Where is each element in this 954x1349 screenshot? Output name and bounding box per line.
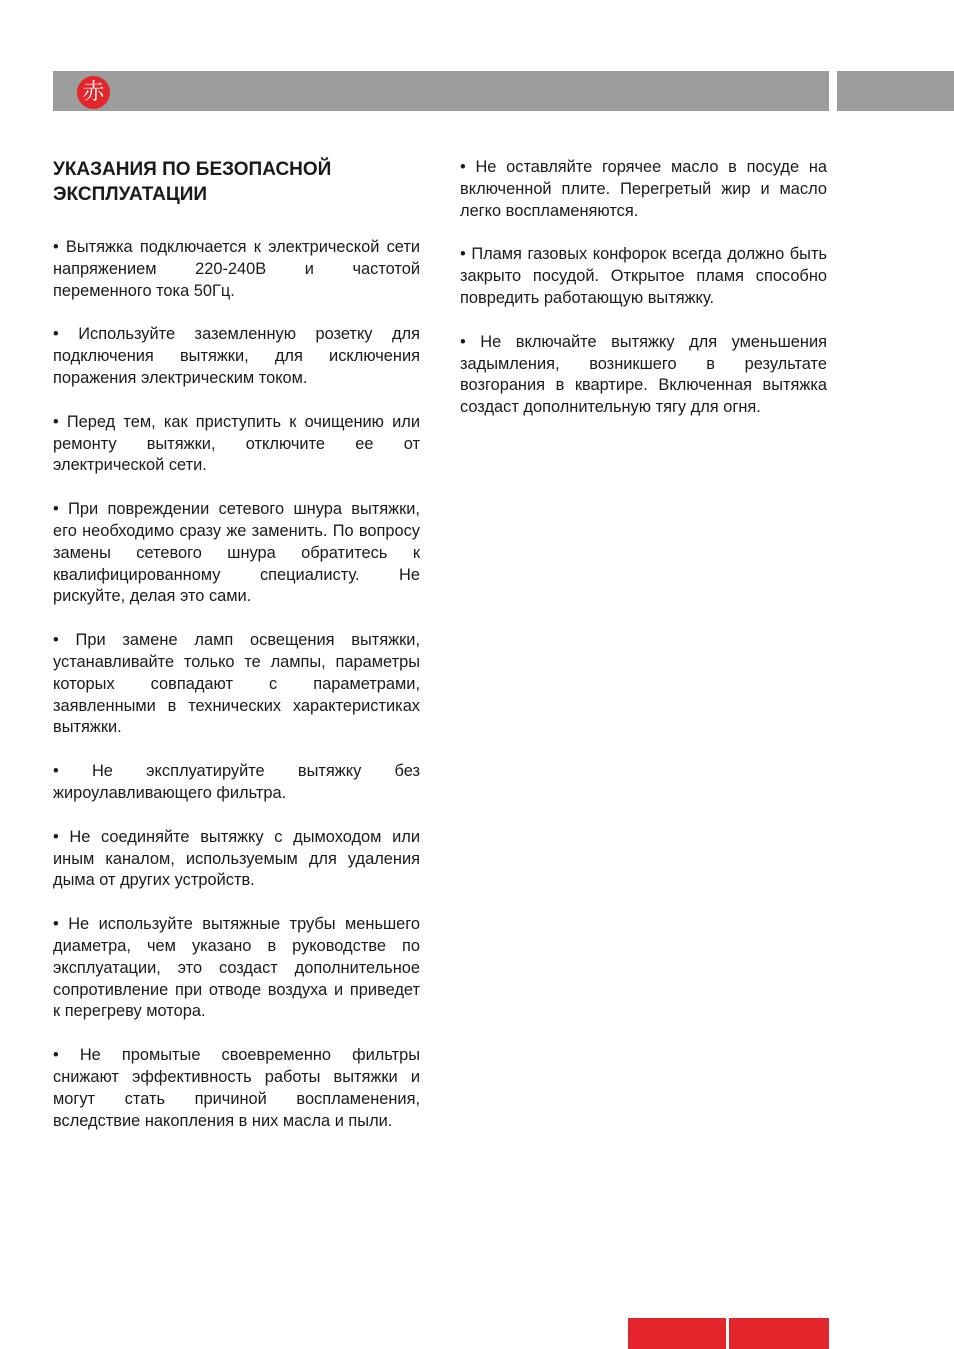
- safety-item: • Не используйте вытяжные трубы меньшего диаметра, чем указано в руководстве по эксплуатации, это создаст дополнительное сопротивление при отводе воздуха и приведет к перегреву мотора.: [53, 915, 420, 1021]
- section-title-line1: УКАЗАНИЯ ПО БЕЗОПАСНОЙ: [53, 159, 332, 180]
- safety-item: • При замене ламп освещения вытяжки, устанавливайте только те лампы, параметры которых совпадают с параметрами, заявленными в технических характеристиках вытяжки.: [53, 631, 420, 737]
- footer-block-left: [628, 1318, 726, 1349]
- safety-item: • При повреждении сетевого шнура вытяжки, его необходимо сразу же заменить. По вопросу замены сетевого шнура обратитесь к квалифицированному специалисту. Не рискуйте, делая это сами.: [53, 500, 420, 606]
- safety-item: • Не оставляйте горячее масло в посуде на включенной плите. Перегретый жир и масло легко воспламеняются.: [460, 158, 827, 220]
- header-bar: [53, 71, 829, 111]
- safety-item: • Не эксплуатируйте вытяжку без жироулавливающего фильтра.: [53, 762, 420, 802]
- safety-item: • Не соединяйте вытяжку с дымоходом или иным каналом, используемым для удаления дыма от других устройств.: [53, 827, 420, 890]
- safety-item: • Не включайте вытяжку для уменьшения задымления, возникшего в результате возгорания в квартире. Включенная вытяжка создаст дополнительную тягу для огня.: [460, 332, 827, 417]
- safety-item: • Не промытые своевременно фильтры снижают эффективность работы вытяжки и могут стать причиной воспламенения, вследствие накопления в них масла и пыли.: [53, 1046, 420, 1130]
- footer-block-right: [729, 1318, 829, 1349]
- header-bar-right: [837, 71, 954, 111]
- section-title: [53, 157, 420, 207]
- safety-item: • Вытяжка подключается к электрической сети напряжением 220-240В и частотой переменного тока 50Гц.: [53, 238, 420, 300]
- right-column: [460, 157, 827, 441]
- left-column: [53, 157, 420, 1154]
- safety-item: • Перед тем, как приступить к очищению или ремонту вытяжки, отключите ее от электрической сети.: [53, 412, 420, 475]
- safety-item: • Используйте заземленную розетку для подключения вытяжки, для исключения поражения электрическим током.: [53, 325, 420, 387]
- section-title-line2: ЭКСПЛУАТАЦИИ: [53, 184, 208, 205]
- brand-logo-icon: 赤: [77, 76, 110, 109]
- safety-item: • Пламя газовых конфорок всегда должно быть закрыто посудой. Открытое пламя способно повредить работающую вытяжку.: [460, 245, 827, 307]
